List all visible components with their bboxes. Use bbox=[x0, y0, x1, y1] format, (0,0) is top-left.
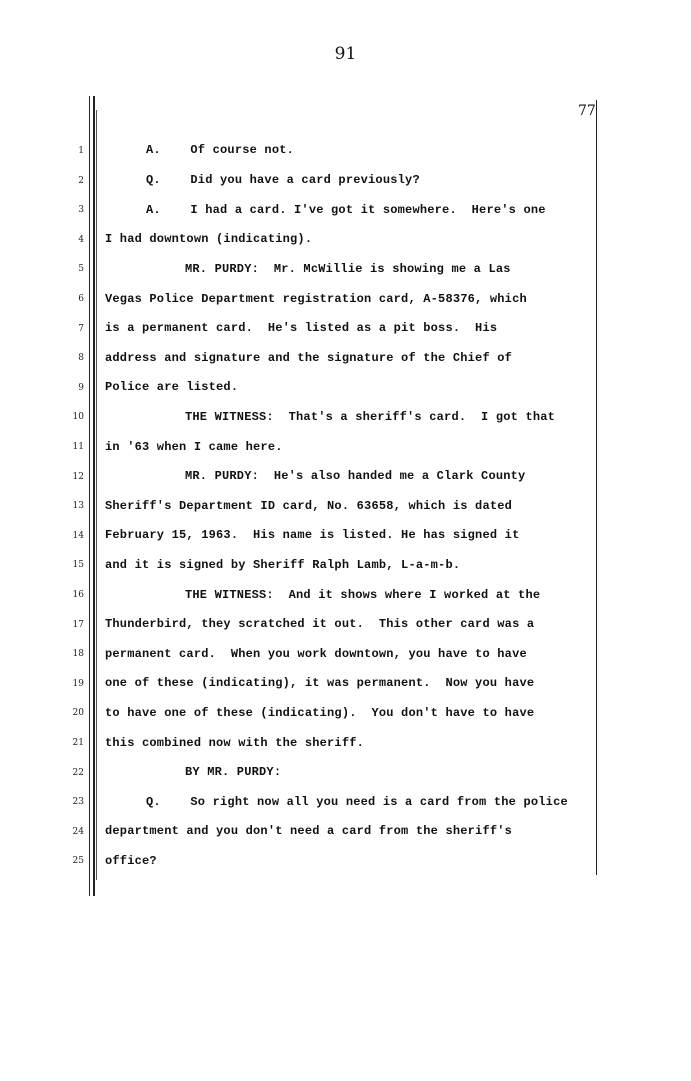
line-number: 1 bbox=[78, 146, 84, 156]
transcript-line: THE WITNESS: That's a sheriff's card. I got that bbox=[185, 410, 556, 424]
line-number: 8 bbox=[78, 353, 84, 363]
left-margin-rule-double bbox=[93, 96, 95, 896]
line-number: 22 bbox=[72, 768, 84, 778]
line-number: 13 bbox=[72, 501, 84, 511]
transcript-line: Sheriff's Department ID card, No. 63658, which is dated bbox=[105, 499, 513, 513]
transcript-line: department and you don't need a card from the sheriff's bbox=[105, 824, 513, 838]
transcript-line: Vegas Police Department registration card, A-58376, which bbox=[105, 292, 527, 306]
transcript-page-number: 77 bbox=[578, 103, 596, 119]
transcript-line: to have one of these (indicating). You don't have to have bbox=[105, 706, 535, 720]
line-number: 4 bbox=[78, 235, 84, 245]
line-number: 9 bbox=[78, 383, 84, 393]
left-margin-rule-inner bbox=[96, 110, 97, 880]
line-number: 6 bbox=[78, 294, 84, 304]
line-number: 10 bbox=[72, 412, 84, 422]
left-margin-rule bbox=[89, 96, 90, 896]
line-number: 24 bbox=[72, 827, 84, 837]
transcript-line: A. I had a card. I've got it somewhere. Here's one bbox=[146, 203, 546, 217]
line-number: 25 bbox=[72, 856, 84, 866]
line-number: 17 bbox=[72, 620, 84, 630]
line-number: 11 bbox=[72, 442, 84, 452]
line-number: 18 bbox=[72, 649, 84, 659]
line-number: 12 bbox=[72, 472, 84, 482]
line-number: 20 bbox=[72, 708, 84, 718]
transcript-line: Q. Did you have a card previously? bbox=[146, 173, 420, 187]
line-number: 21 bbox=[72, 738, 84, 748]
line-number: 19 bbox=[72, 679, 84, 689]
line-number: 14 bbox=[72, 531, 84, 541]
transcript-line: THE WITNESS: And it shows where I worked at the bbox=[185, 588, 541, 602]
transcript-line: MR. PURDY: He's also handed me a Clark County bbox=[185, 469, 526, 483]
line-number: 5 bbox=[78, 264, 84, 274]
line-number: 2 bbox=[78, 176, 84, 186]
transcript-line: A. Of course not. bbox=[146, 143, 295, 157]
transcript-line: Police are listed. bbox=[105, 380, 239, 394]
transcript-line: and it is signed by Sheriff Ralph Lamb, L-a-m-b. bbox=[105, 558, 461, 572]
transcript-line: this combined now with the sheriff. bbox=[105, 736, 365, 750]
transcript-line: one of these (indicating), it was permanent. Now you have bbox=[105, 676, 535, 690]
page-number: 91 bbox=[334, 44, 357, 64]
line-number: 23 bbox=[72, 797, 84, 807]
transcript-line: February 15, 1963. His name is listed. He has signed it bbox=[105, 528, 520, 542]
transcript-line: Thunderbird, they scratched it out. This other card was a bbox=[105, 617, 535, 631]
line-number: 7 bbox=[78, 324, 84, 334]
transcript-line: MR. PURDY: Mr. McWillie is showing me a Las bbox=[185, 262, 511, 276]
transcript-line: address and signature and the signature of the Chief of bbox=[105, 351, 513, 365]
transcript-line: I had downtown (indicating). bbox=[105, 232, 313, 246]
transcript-line: permanent card. When you work downtown, you have to have bbox=[105, 647, 527, 661]
line-number: 16 bbox=[72, 590, 84, 600]
transcript-line: in '63 when I came here. bbox=[105, 440, 283, 454]
transcript-line: BY MR. PURDY: bbox=[185, 765, 282, 779]
transcript-line: office? bbox=[105, 854, 157, 868]
line-number: 15 bbox=[72, 560, 84, 570]
line-number: 3 bbox=[78, 205, 84, 215]
transcript-line: Q. So right now all you need is a card from the police bbox=[146, 795, 568, 809]
right-margin-rule bbox=[596, 100, 597, 875]
transcript-line: is a permanent card. He's listed as a pit boss. His bbox=[105, 321, 498, 335]
